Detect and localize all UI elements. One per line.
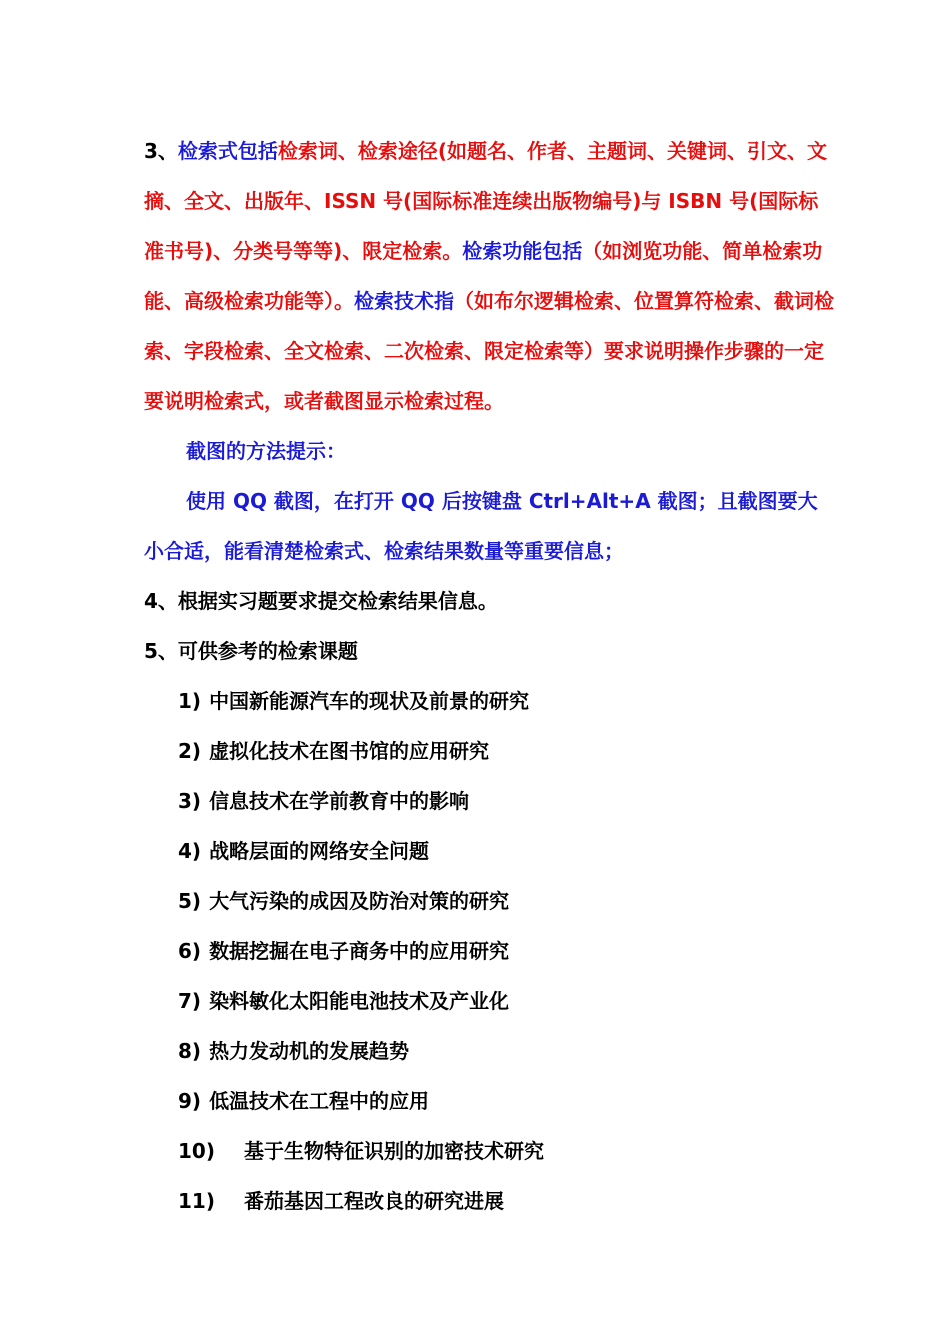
function-label: 检索功能包括 xyxy=(462,239,583,263)
topic-title: 染料敏化太阳能电池技术及产业化 xyxy=(209,989,510,1013)
requirement-text: 要求说明操作步骤的一定要说明检索式，或者截图显示检索过程。 xyxy=(144,339,824,413)
topic-item xyxy=(144,726,834,776)
topic-number: 10) xyxy=(178,1139,215,1163)
topic-title: 大气污染的成因及防治对策的研究 xyxy=(209,889,510,913)
section-3-paragraph xyxy=(144,126,834,426)
topic-number: 1) xyxy=(178,689,202,713)
topic-item xyxy=(144,1176,834,1226)
topic-title: 中国新能源汽车的现状及前景的研究 xyxy=(209,689,530,713)
topic-item xyxy=(144,826,834,876)
topic-number: 9) xyxy=(178,1089,202,1113)
topic-number: 3) xyxy=(178,789,202,813)
topic-title: 低温技术在工程中的应用 xyxy=(209,1089,430,1113)
topic-item xyxy=(144,1076,834,1126)
section-3-number: 3、 xyxy=(144,139,178,163)
topic-number: 11) xyxy=(178,1189,215,1213)
topic-title: 热力发动机的发展趋势 xyxy=(209,1039,410,1063)
topic-number: 6) xyxy=(178,939,202,963)
topic-item xyxy=(144,976,834,1026)
topic-list xyxy=(144,676,834,1226)
topic-title: 信息技术在学前教育中的影响 xyxy=(209,789,470,813)
topic-number: 7) xyxy=(178,989,202,1013)
topic-title: 虚拟化技术在图书馆的应用研究 xyxy=(209,739,490,763)
document-body xyxy=(144,126,834,1226)
topic-number: 2) xyxy=(178,739,202,763)
technique-label: 检索技术指 xyxy=(354,289,454,313)
topic-item xyxy=(144,676,834,726)
topic-number: 8) xyxy=(178,1039,202,1063)
topic-number: 4) xyxy=(178,839,202,863)
topic-title: 基于生物特征识别的加密技术研究 xyxy=(244,1139,544,1163)
topic-title: 战略层面的网络安全问题 xyxy=(209,839,430,863)
section-5-title: 5、可供参考的检索课题 xyxy=(144,639,358,663)
section-4-paragraph: 4、根据实习题要求提交检索结果信息。 xyxy=(144,589,498,613)
topic-item xyxy=(144,876,834,926)
screenshot-tip-title: 截图的方法提示： xyxy=(186,439,346,463)
topic-item xyxy=(144,1026,834,1076)
formula-label: 检索式包括 xyxy=(177,139,278,163)
topic-item xyxy=(144,1126,834,1176)
screenshot-tip-body: 使用 QQ 截图，在打开 QQ 后按键盘 Ctrl+Alt+A 截图；且截图要大小合适，能看清楚检索式、检索结果数量等重要信息； xyxy=(144,489,818,563)
function-items: （如浏览功能、简单检索功能、高级检索功能等）。 xyxy=(144,239,823,313)
formula-items: 检索词、检索途径(如题名、作者、主题词、关键词、引文、文摘、全文、出版年、ISSN 号(国际标准连续出版物编号)与 ISBN 号(国际标准书号)、分类号等等)、限定检索。 xyxy=(144,139,828,263)
topic-title: 数据挖掘在电子商务中的应用研究 xyxy=(209,939,510,963)
topic-number: 5) xyxy=(178,889,202,913)
technique-items: （如布尔逻辑检索、位置算符检索、截词检索、字段检索、全文检索、二次检索、限定检索等） xyxy=(144,289,834,363)
topic-title: 番茄基因工程改良的研究进展 xyxy=(244,1189,504,1213)
topic-item xyxy=(144,926,834,976)
topic-item xyxy=(144,776,834,826)
